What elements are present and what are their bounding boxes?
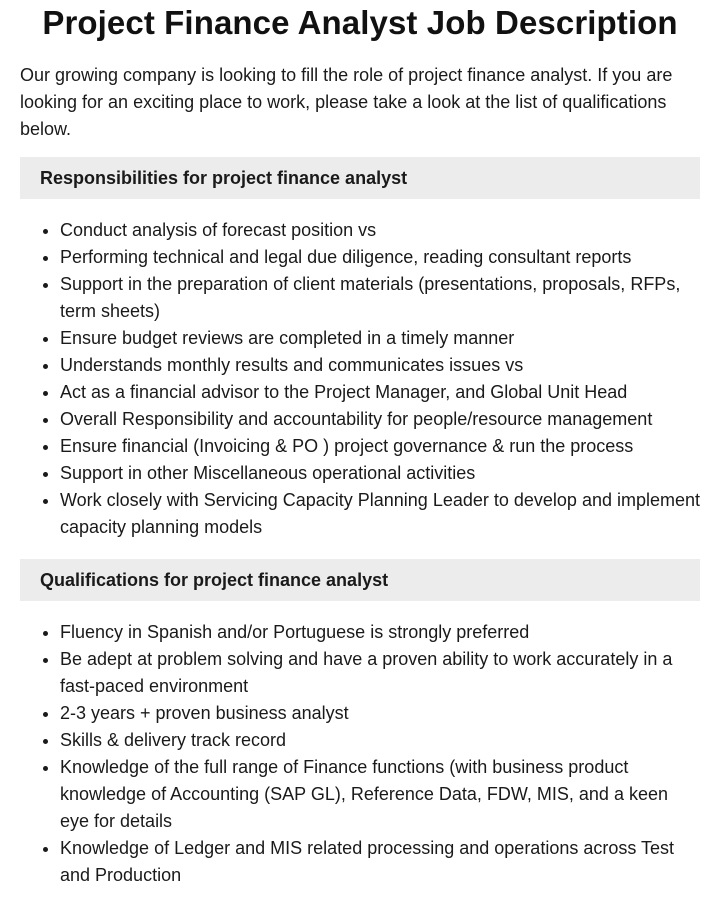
list-item: • Be adept at problem solving and have a proven ability to work accurately in a fast-paced environment (60, 646, 700, 700)
list-item: • Conduct analysis of forecast position vs (60, 217, 700, 244)
list-item: • Act as a financial advisor to the Project Manager, and Global Unit Head (60, 379, 700, 406)
list-item: • Understands monthly results and communicates issues vs (60, 352, 700, 379)
list-item: • 2-3 years + proven business analyst (60, 700, 700, 727)
list-item: • Fluency in Spanish and/or Portuguese is strongly preferred (60, 619, 700, 646)
list-item: • Work closely with Servicing Capacity Planning Leader to develop and implement capacity planning models (60, 487, 700, 541)
list-item: • Ensure budget reviews are completed in a timely manner (60, 325, 700, 352)
page-title: Project Finance Analyst Job Description (42, 4, 678, 41)
responsibilities-list (20, 217, 700, 541)
intro-paragraph: Our growing company is looking to fill the role of project finance analyst. If you are looking for an exciting place to work, please take a look at the list of qualifications below. (20, 65, 673, 139)
list-item: • Overall Responsibility and accountability for people/resource management (60, 406, 700, 433)
qualifications-heading: Qualifications for project finance analyst (20, 559, 700, 601)
qualifications-list (20, 619, 700, 889)
list-item: • Knowledge of Ledger and MIS related processing and operations across Test and Production (60, 835, 700, 889)
list-item: • Support in the preparation of client materials (presentations, proposals, RFPs, term sheets) (60, 271, 700, 325)
list-item: • Skills & delivery track record (60, 727, 700, 754)
list-item: • Performing technical and legal due diligence, reading consultant reports (60, 244, 700, 271)
list-item: • Knowledge of the full range of Finance functions (with business product knowledge of Accounting (SAP GL), Reference Data, FDW, MIS, and a keen eye for details (60, 754, 700, 835)
responsibilities-heading: Responsibilities for project finance analyst (20, 157, 700, 199)
list-item: • Support in other Miscellaneous operational activities (60, 460, 700, 487)
list-item: • Ensure financial (Invoicing & PO ) project governance & run the process (60, 433, 700, 460)
